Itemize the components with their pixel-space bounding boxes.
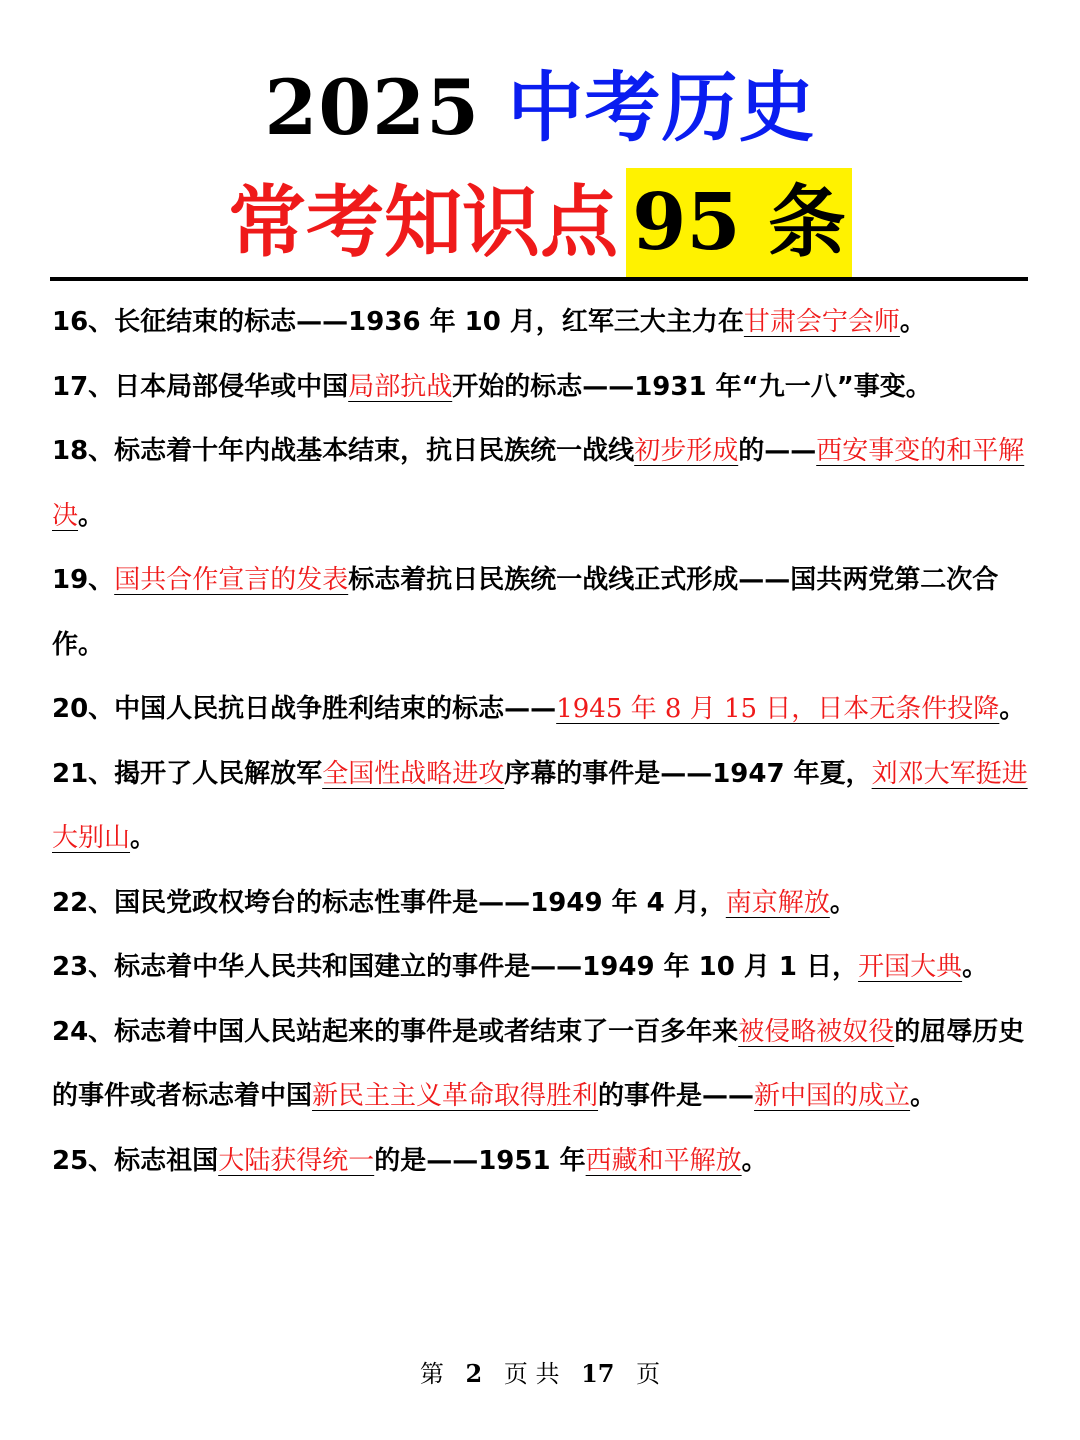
- item-answer: 甘肃会宁会师: [743, 307, 900, 337]
- footer-page-number: 2: [465, 1359, 483, 1388]
- list-item: [52, 677, 1032, 742]
- item-answer: 新中国的成立: [754, 1081, 911, 1111]
- item-text: 。: [899, 307, 926, 337]
- item-text: 的事件是——: [598, 1081, 755, 1111]
- item-text: 。: [962, 952, 989, 982]
- item-answer: 被侵略被奴役: [738, 1016, 895, 1047]
- item-text: 23、标志着中华人民共和国建立的事件是——1949 年 10 月 1 日，: [52, 952, 859, 982]
- item-text: 17、日本局部侵华或中国: [52, 371, 349, 402]
- list-item: [52, 935, 1032, 1000]
- item-text: 。: [910, 1081, 937, 1111]
- item-text: 。: [829, 887, 856, 918]
- item-answer: 国共合作宣言的发表: [114, 565, 349, 595]
- header-divider: [50, 277, 1028, 281]
- item-text: 18、标志着十年内战基本结束，抗日民族统一战线: [52, 436, 635, 466]
- item-answer: 新民主主义革命取得胜利: [312, 1081, 599, 1111]
- item-text: 序幕的事件是——1947 年夏，: [504, 758, 872, 789]
- item-text: 。: [741, 1145, 768, 1176]
- item-text: 16、长征结束的标志——1936 年 10 月，红军三大主力在: [52, 307, 744, 337]
- item-text: 21、揭开了人民解放军: [52, 758, 323, 789]
- item-text: 开始的标志——1931 年“九一八”事变。: [452, 371, 932, 402]
- item-answer: 南京解放: [725, 887, 830, 918]
- item-text: 。: [78, 500, 105, 531]
- footer-total-pages: 17: [581, 1359, 615, 1388]
- title-knowledge: 常考知识点: [228, 178, 619, 268]
- title-count-highlight: [626, 168, 852, 278]
- title-line-1: [0, 58, 1080, 158]
- title-year: 2025: [264, 63, 481, 152]
- item-text: 的屈辱历史的事件或者标志着中国: [52, 1016, 1025, 1111]
- item-answer: 刘邓大军挺进大别山: [52, 758, 1028, 853]
- item-text: 20、中国人民抗日战争胜利结束的标志——: [52, 694, 557, 724]
- item-text: 24、标志着中国人民站起来的事件是或者结束了一百多年来: [52, 1016, 739, 1047]
- footer-middle: 页 共: [503, 1360, 560, 1388]
- title-line-2: [0, 168, 1080, 278]
- item-answer: 初步形成: [634, 436, 739, 466]
- item-text: 的——: [738, 436, 817, 466]
- item-answer: 开国大典: [858, 952, 963, 982]
- list-item: [52, 1129, 1032, 1194]
- page-footer: [0, 1354, 1080, 1394]
- item-answer: 大陆获得统一: [218, 1145, 375, 1176]
- list-item: [52, 548, 1032, 677]
- title-count: 95: [632, 177, 741, 268]
- item-text: 22、国民党政权垮台的标志性事件是——1949 年 4 月，: [52, 887, 726, 918]
- item-answer: 全国性战略进攻: [322, 758, 505, 789]
- footer-prefix: 第: [419, 1360, 444, 1388]
- item-answer: 西安事变的和平解决: [52, 436, 1025, 531]
- item-answer: 1945 年 8 月 15 日，日本无条件投降: [556, 694, 1000, 724]
- list-item: [52, 290, 1032, 355]
- list-item: [52, 1000, 1032, 1129]
- list-item: [52, 742, 1032, 871]
- list-item: [52, 419, 1032, 548]
- item-text: 19、: [52, 565, 115, 595]
- list-item: [52, 355, 1032, 420]
- item-text: 25、标志祖国: [52, 1145, 219, 1176]
- knowledge-list: [52, 290, 1032, 1193]
- item-text: 。: [130, 823, 157, 853]
- item-text: 的是——1951 年: [374, 1145, 586, 1176]
- footer-suffix: 页: [636, 1360, 661, 1388]
- item-answer: 西藏和平解放: [585, 1145, 742, 1176]
- item-text: 标志着抗日民族统一战线正式形成——国共两党第二次合作。: [52, 565, 999, 660]
- list-item: [52, 871, 1032, 936]
- title-unit: 条: [767, 178, 846, 268]
- item-answer: 局部抗战: [348, 371, 453, 402]
- title-subject: 中考历史: [507, 63, 816, 152]
- item-text: 。: [999, 694, 1026, 724]
